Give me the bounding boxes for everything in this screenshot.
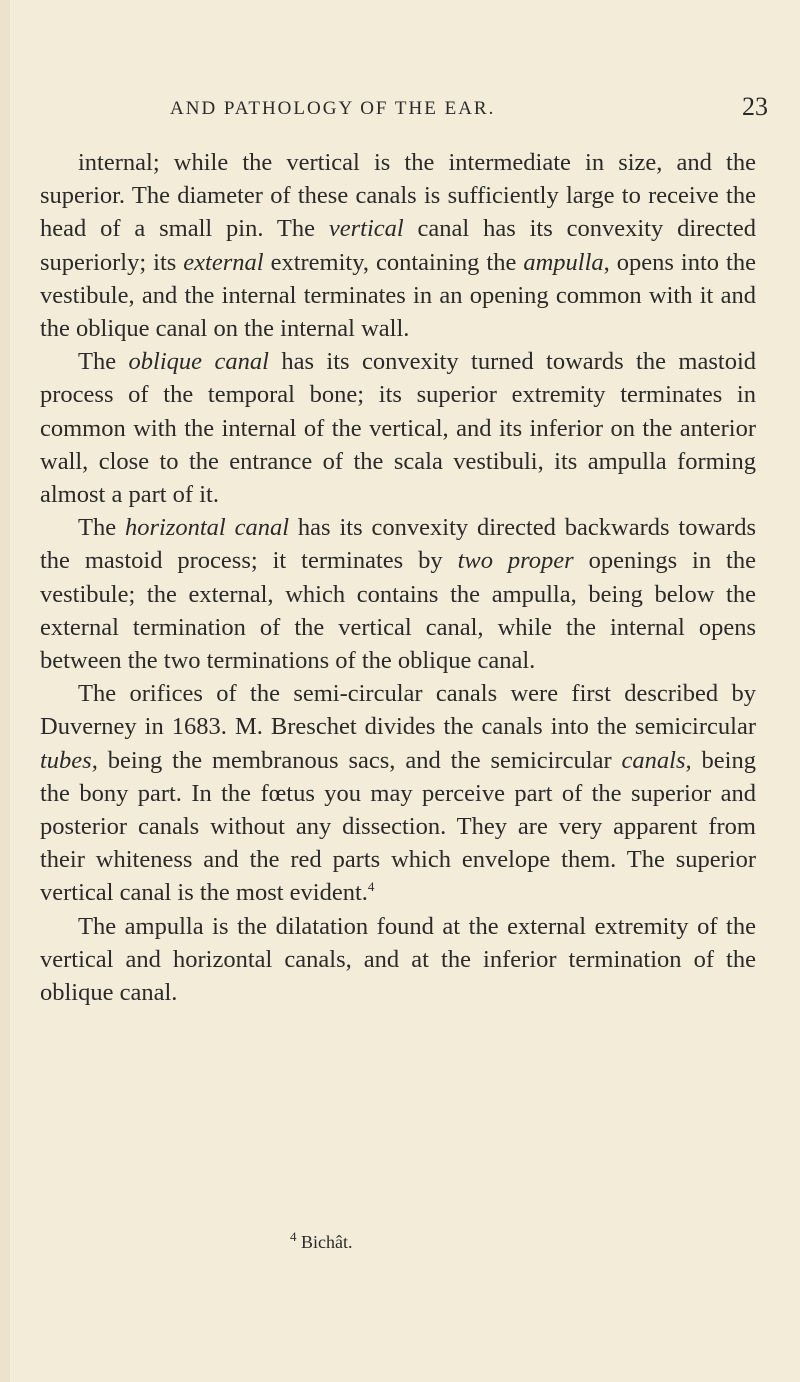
- italic-term: horizontal canal: [124, 514, 290, 542]
- text-run: has its convexity turned towards the mastoid process of the temporal bone; its superior extremity terminates in common with the internal of the vertical, and its inferior on the anterior wall, close to the entrance of the scala vestibuli, its ampulla forming almost a part of it.: [40, 348, 757, 509]
- paragraph: [40, 677, 756, 909]
- text-run: The orifices of the semi-circular canals were first described by Duverney in 1683. M. Breschet divides the canals into the semicircular: [40, 680, 756, 741]
- page-number: 23: [742, 92, 768, 121]
- footnote: [290, 1229, 353, 1253]
- text-run: has its convexity directed backwards towards the mastoid process; it terminates by: [40, 514, 756, 575]
- paragraph: [40, 511, 756, 677]
- italic-term: tubes,: [40, 746, 98, 774]
- text-run: being the bony part. In the fœtus you may perceive part of the superior and posterior canals without any dissection. They are very apparent from their whiteness and the red parts which envelope them. The superior vertical canal is the most evident.: [40, 746, 756, 907]
- text-run: internal; while the vertical is the intermediate in size, and the superior. The diameter of these canals is sufficiently large to receive the head of a small pin. The: [40, 149, 756, 243]
- italic-term: oblique canal: [128, 348, 269, 376]
- page-header: [170, 92, 770, 132]
- footnote-marker: 4: [290, 1229, 297, 1244]
- paragraph: [40, 910, 756, 1010]
- text-run: The: [78, 348, 129, 376]
- text-run: canal has its convexity directed superiorly; its: [40, 215, 756, 276]
- italic-term: ampulla: [523, 248, 604, 276]
- page-edge: [0, 0, 10, 1382]
- italic-term: external: [183, 248, 264, 276]
- paragraph: [40, 146, 756, 345]
- italic-term: vertical: [328, 215, 404, 243]
- body-text: [40, 146, 756, 1009]
- text-run: The ampulla is the dilatation found at the external extremity of the vertical and horizontal canals, and at the inferior termination of the oblique canal.: [40, 912, 756, 1007]
- paragraph: [40, 345, 756, 511]
- text-run: extremity, containing the: [263, 248, 524, 276]
- text-run: , opens into the vestibule, and the internal terminates in an opening common with it and the oblique canal on the internal wall.: [40, 248, 756, 343]
- text-run: openings in the vestibule; the external, which contains the ampulla, being below the external termination of the vertical canal, while the internal opens between the two terminations of the oblique canal.: [40, 547, 756, 675]
- italic-term: canals,: [621, 746, 692, 774]
- italic-term: two proper: [457, 547, 574, 575]
- footnote-text: Bichât.: [296, 1232, 353, 1252]
- text-run: The: [78, 514, 125, 542]
- running-head: AND PATHOLOGY OF THE EAR.: [170, 98, 496, 119]
- text-run: being the membranous sacs, and the semicircular: [97, 746, 622, 774]
- footnote-ref: 4: [367, 879, 375, 895]
